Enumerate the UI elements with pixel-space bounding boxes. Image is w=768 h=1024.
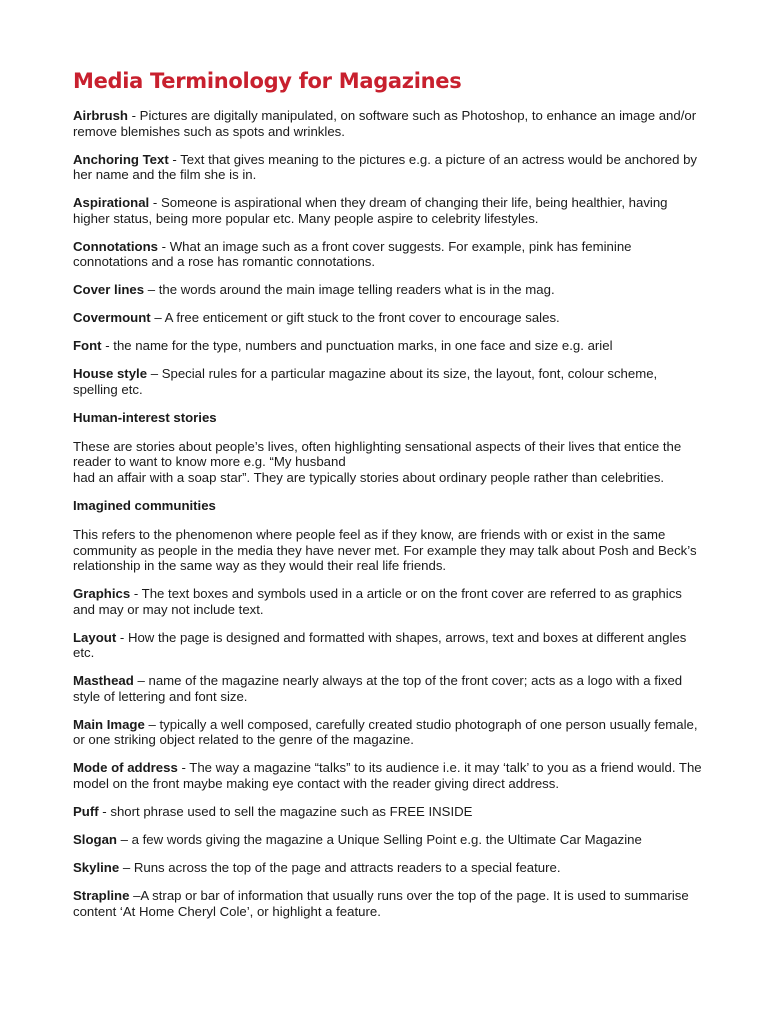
glossary-entry-puff [73,804,703,820]
glossary-entry-covermount [73,310,703,326]
document-page [73,66,703,932]
term-label: Strapline [73,888,130,903]
term-definition: - Someone is aspirational when they dream of changing their life, being healthier, having higher status, being more popular etc. Many people aspire to celebrity lifestyles. [73,195,668,226]
glossary-entry-font [73,338,703,354]
term-definition: –A strap or bar of information that usually runs over the top of the page. It is used to summarise content ‘At Home Cheryl Cole’, or highlight a feature. [73,888,689,919]
term-label: Puff [73,804,99,820]
paragraph-line: had an affair with a soap star”. They are typically stories about ordinary people rather than celebrities. [73,470,665,486]
term-label: Airbrush [73,108,128,123]
glossary-entry-slogan [73,832,703,848]
glossary-entry-skyline [73,860,703,876]
term-label: Aspirational [73,195,150,211]
section-heading-imagined-communities: Imagined communities [73,498,216,513]
term-definition: - How the page is designed and formatted with shapes, arrows, text and boxes at different angles etc. [73,629,687,661]
term-label: Font [73,338,102,354]
glossary-entry-aspirational [73,195,703,226]
term-label: Anchoring Text [73,151,169,167]
term-definition: - Pictures are digitally manipulated, on software such as Photoshop, to enhance an image and/or remove blemishes such as spots and wrinkles. [73,108,697,139]
glossary-entry-cover-lines [73,282,703,298]
paragraph-human-interest [73,439,703,486]
glossary-entry-main-image [73,717,703,748]
term-label: House style [73,366,148,382]
term-definition: – Runs across the top of the page and attracts readers to a special feature. [119,860,561,876]
term-label: Slogan [73,832,117,848]
term-definition: - The way a magazine “talks” to its audience i.e. it may ‘talk’ to you as a friend would. The model on the front maybe making eye contact with the reader giving direct address. [73,760,702,792]
term-definition: – the words around the main image telling readers what is in the mag. [144,282,555,298]
term-label: Mode of address [73,760,178,776]
glossary-entry-anchoring-text [73,152,703,183]
term-label: Connotations [73,238,158,254]
term-definition: – A free enticement or gift stuck to the front cover to encourage sales. [150,310,560,326]
page-title: Media Terminology for Magazines [73,69,462,93]
term-label: Cover lines [73,282,145,298]
term-definition: - The text boxes and symbols used in a article or on the front cover are referred to as graphics and may or may not include text. [73,586,682,617]
glossary-entry-strapline [73,888,703,919]
glossary-entry-graphics [73,586,703,617]
term-label: Main Image [73,716,145,732]
term-definition: - Text that gives meaning to the pictures e.g. a picture of an actress would be anchored by her name and the film she is in. [73,151,698,183]
term-definition: – typically a well composed, carefully created studio photograph of one person usually female, or one striking object related to the genre of the magazine. [73,716,698,748]
term-definition: – a few words giving the magazine a Unique Selling Point e.g. the Ultimate Car Magazine [116,832,642,848]
glossary-entry-masthead [73,673,703,704]
term-label: Masthead [73,673,134,689]
term-label: Layout [73,629,117,645]
section-heading-human-interest: Human-interest stories [73,409,217,425]
paragraph-line: These are stories about people’s lives, often highlighting sensational aspects of their lives that entice the reader to want to know more e.g. “My husband [73,438,682,470]
glossary-entry-connotations [73,239,703,270]
glossary-entry-airbrush [73,108,703,139]
term-definition: – Special rules for a particular magazine about its size, the layout, font, colour scheme, spelling etc. [73,366,658,397]
glossary-entry-mode-of-address [73,760,703,791]
paragraph-imagined-communities: This refers to the phenomenon where people feel as if they know, are friends with or exist in the same community as people in the media they have never met. For example they may talk about Posh and Beck’s relationship in the same way as they would their real life friends. [73,526,697,574]
term-definition: - the name for the type, numbers and punctuation marks, in one face and size e.g. ariel [101,338,613,354]
term-label: Covermount [73,310,151,326]
term-label: Skyline [73,860,120,876]
term-definition: - What an image such as a front cover suggests. For example, pink has feminine connotations and a rose has romantic connotations. [73,238,632,270]
glossary-entry-house-style [73,366,703,397]
term-definition: – name of the magazine nearly always at the top of the front cover; acts as a logo with a fixed style of lettering and font size. [73,673,683,704]
term-label: Graphics [73,586,131,602]
term-definition: - short phrase used to sell the magazine such as FREE INSIDE [98,804,473,820]
glossary-entry-layout [73,630,703,661]
